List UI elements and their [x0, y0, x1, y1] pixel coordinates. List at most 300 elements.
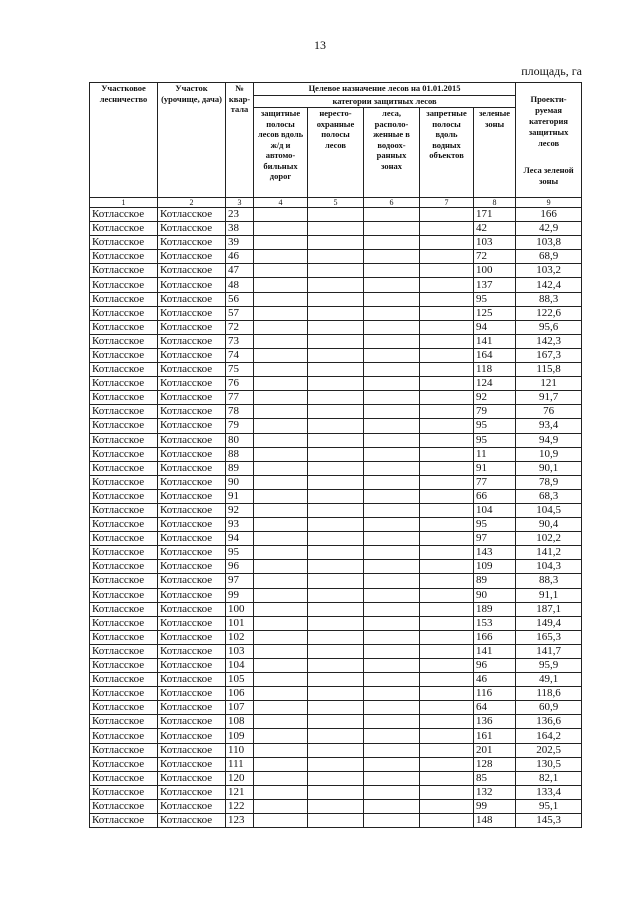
table-cell-col-4: [254, 560, 308, 574]
table-cell-col-2: Котласское: [158, 348, 226, 362]
table-cell-col-2: Котласское: [158, 377, 226, 391]
table-cell-col-3: 77: [226, 391, 254, 405]
table-cell-col-5: [308, 348, 364, 362]
table-cell-col-6: [364, 560, 420, 574]
table-cell-col-1: Котласское: [90, 292, 158, 306]
table-cell-col-5: [308, 701, 364, 715]
table-cell-col-9: 202,5: [516, 743, 582, 757]
table-cell-col-1: Котласское: [90, 602, 158, 616]
table-cell-col-9: 142,4: [516, 278, 582, 292]
table-cell-col-1: Котласское: [90, 264, 158, 278]
table-cell-col-5: [308, 250, 364, 264]
table-cell-col-5: [308, 814, 364, 828]
table-cell-col-4: [254, 701, 308, 715]
table-cell-col-1: Котласское: [90, 489, 158, 503]
table-cell-col-6: [364, 659, 420, 673]
table-cell-col-2: Котласское: [158, 532, 226, 546]
table-cell-col-7: [420, 363, 474, 377]
table-cell-col-9: 165,3: [516, 630, 582, 644]
table-cell-col-8: 166: [474, 630, 516, 644]
table-cell-col-5: [308, 673, 364, 687]
table-cell-col-2: Котласское: [158, 489, 226, 503]
table-cell-col-4: [254, 292, 308, 306]
table-cell-col-3: 57: [226, 306, 254, 320]
header-kvartal: № квар-тала: [226, 83, 254, 198]
table-cell-col-3: 100: [226, 602, 254, 616]
table-cell-col-7: [420, 743, 474, 757]
table-cell-col-1: Котласское: [90, 236, 158, 250]
table-row: [90, 588, 582, 602]
table-cell-col-9: 76: [516, 405, 582, 419]
table-cell-col-4: [254, 687, 308, 701]
table-row: [90, 419, 582, 433]
table-row: [90, 659, 582, 673]
table-cell-col-6: [364, 574, 420, 588]
table-cell-col-9: 122,6: [516, 306, 582, 320]
column-number: 4: [254, 198, 308, 208]
table-cell-col-9: 91,7: [516, 391, 582, 405]
table-cell-col-7: [420, 377, 474, 391]
table-cell-col-8: 132: [474, 785, 516, 799]
table-cell-col-9: 91,1: [516, 588, 582, 602]
header-lesnichestvo: Участковое лесничество: [90, 83, 158, 198]
column-number: 8: [474, 198, 516, 208]
table-cell-col-6: [364, 348, 420, 362]
table-cell-col-1: Котласское: [90, 348, 158, 362]
table-cell-col-9: 141,7: [516, 644, 582, 658]
table-cell-col-2: Котласское: [158, 222, 226, 236]
table-cell-col-3: 89: [226, 461, 254, 475]
table-cell-col-7: [420, 616, 474, 630]
table-cell-col-3: 48: [226, 278, 254, 292]
table-cell-col-9: 82,1: [516, 771, 582, 785]
table-cell-col-3: 94: [226, 532, 254, 546]
table-cell-col-8: 103: [474, 236, 516, 250]
table-cell-col-3: 91: [226, 489, 254, 503]
table-cell-col-8: 189: [474, 602, 516, 616]
table-cell-col-7: [420, 687, 474, 701]
table-cell-col-9: 136,6: [516, 715, 582, 729]
table-cell-col-8: 95: [474, 292, 516, 306]
table-cell-col-8: 201: [474, 743, 516, 757]
table-row: [90, 602, 582, 616]
table-cell-col-9: 78,9: [516, 475, 582, 489]
table-cell-col-5: [308, 602, 364, 616]
table-cell-col-7: [420, 278, 474, 292]
table-cell-col-2: Котласское: [158, 757, 226, 771]
table-cell-col-4: [254, 236, 308, 250]
table-cell-col-5: [308, 546, 364, 560]
table-cell-col-8: 128: [474, 757, 516, 771]
table-cell-col-3: 122: [226, 799, 254, 813]
table-cell-col-2: Котласское: [158, 503, 226, 517]
table-row: [90, 757, 582, 771]
header-cat-5: нересто-охранные полосы лесов: [308, 108, 364, 198]
table-cell-col-9: 49,1: [516, 673, 582, 687]
table-cell-col-4: [254, 363, 308, 377]
table-cell-col-3: 105: [226, 673, 254, 687]
table-row: [90, 743, 582, 757]
table-cell-col-8: 66: [474, 489, 516, 503]
table-cell-col-7: [420, 785, 474, 799]
table-cell-col-3: 111: [226, 757, 254, 771]
table-cell-col-1: Котласское: [90, 222, 158, 236]
table-cell-col-8: 143: [474, 546, 516, 560]
table-row: [90, 715, 582, 729]
table-cell-col-7: [420, 588, 474, 602]
table-cell-col-6: [364, 419, 420, 433]
table-cell-col-2: Котласское: [158, 602, 226, 616]
table-cell-col-1: Котласское: [90, 701, 158, 715]
table-cell-col-7: [420, 264, 474, 278]
table-cell-col-4: [254, 391, 308, 405]
table-cell-col-7: [420, 306, 474, 320]
table-cell-col-9: 142,3: [516, 334, 582, 348]
table-cell-col-8: 118: [474, 363, 516, 377]
table-cell-col-6: [364, 489, 420, 503]
table-cell-col-3: 78: [226, 405, 254, 419]
table-cell-col-9: 95,9: [516, 659, 582, 673]
table-cell-col-2: Котласское: [158, 630, 226, 644]
table-cell-col-6: [364, 433, 420, 447]
table-cell-col-4: [254, 644, 308, 658]
table-cell-col-5: [308, 743, 364, 757]
table-cell-col-7: [420, 334, 474, 348]
table-cell-col-2: Котласское: [158, 729, 226, 743]
table-cell-col-6: [364, 532, 420, 546]
table-cell-col-7: [420, 602, 474, 616]
table-cell-col-1: Котласское: [90, 405, 158, 419]
table-cell-col-3: 56: [226, 292, 254, 306]
table-row: [90, 814, 582, 828]
table-cell-col-8: 79: [474, 405, 516, 419]
table-cell-col-9: 10,9: [516, 447, 582, 461]
table-cell-col-3: 95: [226, 546, 254, 560]
table-cell-col-5: [308, 461, 364, 475]
table-cell-col-3: 75: [226, 363, 254, 377]
table-cell-col-2: Котласское: [158, 391, 226, 405]
table-cell-col-7: [420, 419, 474, 433]
table-cell-col-4: [254, 278, 308, 292]
table-cell-col-9: 42,9: [516, 222, 582, 236]
table-cell-col-8: 141: [474, 644, 516, 658]
table-cell-col-3: 93: [226, 518, 254, 532]
table-cell-col-9: 187,1: [516, 602, 582, 616]
table-body: [90, 208, 582, 828]
table-cell-col-4: [254, 715, 308, 729]
table-cell-col-4: [254, 743, 308, 757]
table-cell-col-6: [364, 334, 420, 348]
table-cell-col-5: [308, 334, 364, 348]
table-cell-col-5: [308, 306, 364, 320]
table-cell-col-5: [308, 363, 364, 377]
table-cell-col-2: Котласское: [158, 264, 226, 278]
table-cell-col-7: [420, 475, 474, 489]
table-cell-col-6: [364, 687, 420, 701]
table-cell-col-7: [420, 433, 474, 447]
table-cell-col-3: 109: [226, 729, 254, 743]
table-cell-col-3: 90: [226, 475, 254, 489]
table-cell-col-9: 149,4: [516, 616, 582, 630]
table-cell-col-7: [420, 644, 474, 658]
table-cell-col-3: 123: [226, 814, 254, 828]
table-cell-col-6: [364, 602, 420, 616]
table-cell-col-6: [364, 743, 420, 757]
table-cell-col-6: [364, 377, 420, 391]
table-cell-col-9: 94,9: [516, 433, 582, 447]
table-cell-col-2: Котласское: [158, 814, 226, 828]
table-cell-col-1: Котласское: [90, 433, 158, 447]
table-cell-col-5: [308, 659, 364, 673]
table-cell-col-6: [364, 757, 420, 771]
table-cell-col-9: 95,6: [516, 320, 582, 334]
table-cell-col-7: [420, 799, 474, 813]
table-cell-col-4: [254, 222, 308, 236]
table-row: [90, 363, 582, 377]
table-cell-col-2: Котласское: [158, 433, 226, 447]
table-cell-col-6: [364, 518, 420, 532]
table-cell-col-1: Котласское: [90, 588, 158, 602]
table-cell-col-6: [364, 208, 420, 222]
table-cell-col-2: Котласское: [158, 659, 226, 673]
column-number: 5: [308, 198, 364, 208]
table-cell-col-3: 120: [226, 771, 254, 785]
table-cell-col-6: [364, 588, 420, 602]
table-cell-col-4: [254, 334, 308, 348]
table-cell-col-9: 95,1: [516, 799, 582, 813]
table-row: [90, 532, 582, 546]
table-cell-col-8: 95: [474, 433, 516, 447]
table-cell-col-5: [308, 447, 364, 461]
table-cell-col-9: 68,9: [516, 250, 582, 264]
table-cell-col-2: Котласское: [158, 250, 226, 264]
table-cell-col-5: [308, 208, 364, 222]
table-cell-col-9: 102,2: [516, 532, 582, 546]
table-cell-col-6: [364, 630, 420, 644]
table-cell-col-3: 101: [226, 616, 254, 630]
table-row: [90, 433, 582, 447]
table-cell-col-6: [364, 264, 420, 278]
unit-label: площадь, га: [521, 64, 582, 78]
column-number: 2: [158, 198, 226, 208]
table-cell-col-2: Котласское: [158, 292, 226, 306]
table-row: [90, 489, 582, 503]
table-cell-col-1: Котласское: [90, 757, 158, 771]
table-row: [90, 560, 582, 574]
table-cell-col-4: [254, 250, 308, 264]
table-cell-col-6: [364, 475, 420, 489]
table-cell-col-4: [254, 588, 308, 602]
table-cell-col-7: [420, 757, 474, 771]
table-cell-col-3: 92: [226, 503, 254, 517]
table-cell-col-7: [420, 574, 474, 588]
table-cell-col-1: Котласское: [90, 687, 158, 701]
table-cell-col-1: Котласское: [90, 785, 158, 799]
table-cell-col-7: [420, 673, 474, 687]
table-row: [90, 391, 582, 405]
table-cell-col-4: [254, 489, 308, 503]
table-cell-col-2: Котласское: [158, 546, 226, 560]
table-row: [90, 546, 582, 560]
table-cell-col-8: 124: [474, 377, 516, 391]
table-row: [90, 729, 582, 743]
table-cell-col-2: Котласское: [158, 334, 226, 348]
table-cell-col-9: 166: [516, 208, 582, 222]
table-cell-col-8: 90: [474, 588, 516, 602]
table-cell-col-7: [420, 391, 474, 405]
table-cell-col-7: [420, 292, 474, 306]
table-cell-col-6: [364, 236, 420, 250]
table-cell-col-1: Котласское: [90, 518, 158, 532]
table-cell-col-3: 102: [226, 630, 254, 644]
table-cell-col-6: [364, 320, 420, 334]
table-cell-col-3: 108: [226, 715, 254, 729]
table-cell-col-1: Котласское: [90, 419, 158, 433]
table-cell-col-8: 11: [474, 447, 516, 461]
table-cell-col-1: Котласское: [90, 447, 158, 461]
table-row: [90, 447, 582, 461]
table-cell-col-4: [254, 602, 308, 616]
table-cell-col-8: 42: [474, 222, 516, 236]
table-cell-col-5: [308, 532, 364, 546]
table-cell-col-7: [420, 208, 474, 222]
table-cell-col-5: [308, 785, 364, 799]
table-row: [90, 405, 582, 419]
table-cell-col-1: Котласское: [90, 320, 158, 334]
table-cell-col-3: 107: [226, 701, 254, 715]
table-cell-col-8: 72: [474, 250, 516, 264]
table-cell-col-6: [364, 250, 420, 264]
table-cell-col-6: [364, 715, 420, 729]
table-cell-col-5: [308, 771, 364, 785]
table-cell-col-3: 38: [226, 222, 254, 236]
table-cell-col-2: Котласское: [158, 743, 226, 757]
table-cell-col-7: [420, 701, 474, 715]
table-cell-col-5: [308, 320, 364, 334]
table-cell-col-5: [308, 574, 364, 588]
table-cell-col-1: Котласское: [90, 574, 158, 588]
table-cell-col-4: [254, 320, 308, 334]
header-cat-7: запретные полосы вдоль водных объектов: [420, 108, 474, 198]
table-cell-col-4: [254, 659, 308, 673]
table-cell-col-7: [420, 405, 474, 419]
table-row: [90, 574, 582, 588]
column-number: 1: [90, 198, 158, 208]
table-row: [90, 348, 582, 362]
table-cell-col-3: 46: [226, 250, 254, 264]
table-cell-col-8: 46: [474, 673, 516, 687]
table-cell-col-7: [420, 320, 474, 334]
table-cell-col-5: [308, 489, 364, 503]
header-cat-8: зеленые зоны: [474, 108, 516, 198]
table-cell-col-1: Котласское: [90, 560, 158, 574]
table-cell-col-6: [364, 391, 420, 405]
table-cell-col-6: [364, 673, 420, 687]
column-number: 6: [364, 198, 420, 208]
header-subgroup-title: категории защитных лесов: [254, 96, 516, 108]
table-cell-col-3: 97: [226, 574, 254, 588]
table-cell-col-5: [308, 433, 364, 447]
table-cell-col-1: Котласское: [90, 630, 158, 644]
header-cat-6: леса, располо-женные в водоох-ранных зонах: [364, 108, 420, 198]
table-cell-col-8: 109: [474, 560, 516, 574]
table-cell-col-2: Котласское: [158, 701, 226, 715]
table-cell-col-5: [308, 405, 364, 419]
table-cell-col-5: [308, 475, 364, 489]
table-cell-col-2: Котласское: [158, 278, 226, 292]
table-cell-col-4: [254, 208, 308, 222]
table-cell-col-2: Котласское: [158, 715, 226, 729]
table-cell-col-8: 116: [474, 687, 516, 701]
table-cell-col-9: 60,9: [516, 701, 582, 715]
table-cell-col-4: [254, 433, 308, 447]
table-cell-col-8: 94: [474, 320, 516, 334]
table-cell-col-3: 73: [226, 334, 254, 348]
table-cell-col-7: [420, 659, 474, 673]
table-row: [90, 785, 582, 799]
table-cell-col-4: [254, 799, 308, 813]
table-cell-col-6: [364, 729, 420, 743]
table-cell-col-8: 92: [474, 391, 516, 405]
table-cell-col-4: [254, 419, 308, 433]
table-cell-col-3: 104: [226, 659, 254, 673]
table-row: [90, 236, 582, 250]
table-cell-col-5: [308, 616, 364, 630]
table-cell-col-4: [254, 771, 308, 785]
table-cell-col-5: [308, 715, 364, 729]
table-cell-col-6: [364, 616, 420, 630]
table-cell-col-5: [308, 729, 364, 743]
table-row: [90, 475, 582, 489]
table-cell-col-2: Котласское: [158, 363, 226, 377]
table-row: [90, 292, 582, 306]
table-cell-col-6: [364, 503, 420, 517]
table-cell-col-9: 90,4: [516, 518, 582, 532]
table-cell-col-2: Котласское: [158, 771, 226, 785]
table-cell-col-7: [420, 715, 474, 729]
table-cell-col-4: [254, 475, 308, 489]
table-cell-col-7: [420, 630, 474, 644]
header-cat-4: защитные полосы лесов вдоль ж/д и автомо-бильных дорог: [254, 108, 308, 198]
table-cell-col-8: 161: [474, 729, 516, 743]
table-cell-col-9: 115,8: [516, 363, 582, 377]
table-row: [90, 518, 582, 532]
column-number: 7: [420, 198, 474, 208]
table-cell-col-3: 23: [226, 208, 254, 222]
page-number: 13: [314, 38, 326, 52]
table-cell-col-4: [254, 405, 308, 419]
table-cell-col-7: [420, 461, 474, 475]
table-cell-col-4: [254, 673, 308, 687]
table-cell-col-1: Котласское: [90, 250, 158, 264]
table-cell-col-4: [254, 377, 308, 391]
table-cell-col-8: 85: [474, 771, 516, 785]
table-cell-col-9: 103,2: [516, 264, 582, 278]
table-cell-col-8: 95: [474, 518, 516, 532]
table-cell-col-1: Котласское: [90, 532, 158, 546]
table-cell-col-2: Котласское: [158, 208, 226, 222]
table-cell-col-9: 133,4: [516, 785, 582, 799]
table-cell-col-9: 118,6: [516, 687, 582, 701]
table-cell-col-7: [420, 236, 474, 250]
table-cell-col-5: [308, 503, 364, 517]
table-cell-col-9: 164,2: [516, 729, 582, 743]
table-cell-col-8: 77: [474, 475, 516, 489]
table-cell-col-4: [254, 348, 308, 362]
table-row: [90, 377, 582, 391]
table-cell-col-1: Котласское: [90, 715, 158, 729]
table-cell-col-4: [254, 785, 308, 799]
